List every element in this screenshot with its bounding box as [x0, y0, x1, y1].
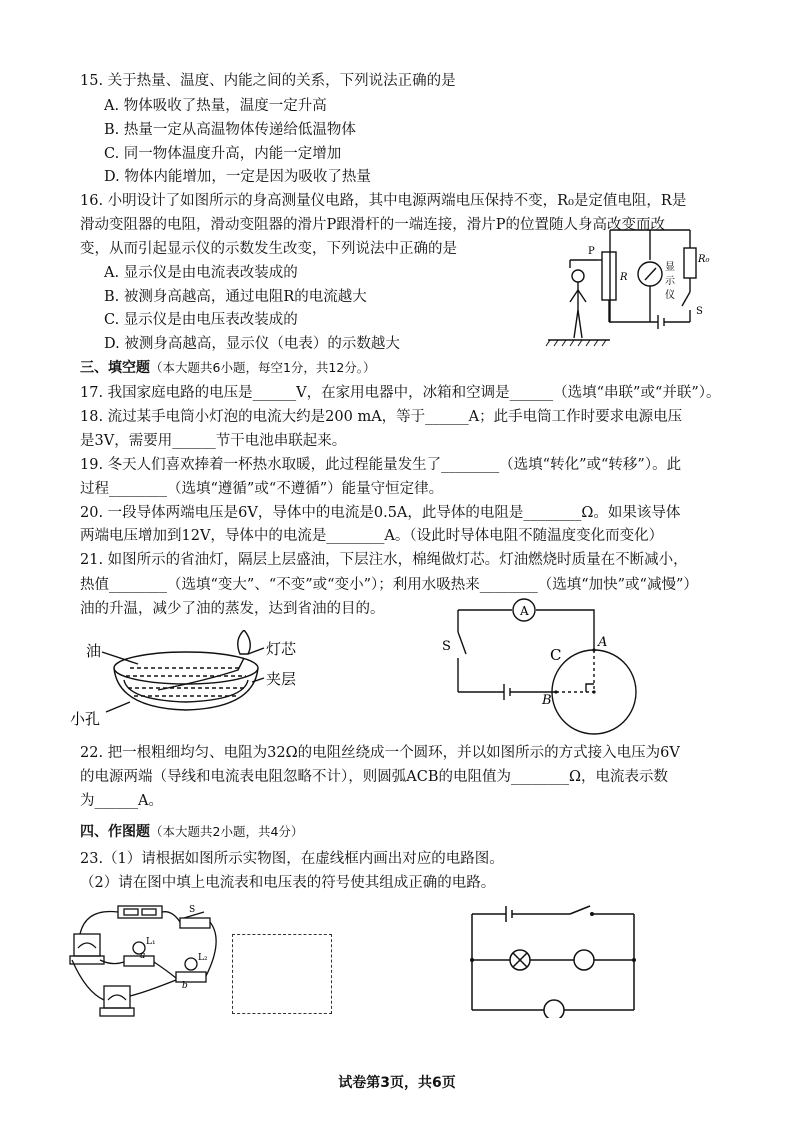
q23-line-2: （2）请在图中填上电流表和电压表的符号使其组成正确的电路。	[80, 875, 496, 891]
label-display-1: 显	[665, 262, 675, 273]
q17: 17. 我国家庭电路的电压是______V，在家用电器中，冰箱和空调是______（选填“串联”或“并联”）。	[80, 385, 721, 401]
q16-option-a: A. 显示仪是由电流表改装成的	[104, 265, 298, 281]
q22-line-1: 22. 把一根粗细均匀、电阻为32Ω的电阻丝绕成一个圆环，并以如图所示的方式接入电压为6V	[80, 745, 680, 761]
label-point-a: A	[598, 635, 608, 650]
q23-line-1: 23.（1）请根据如图所示实物图，在虚线框内画出对应的电路图。	[80, 851, 504, 867]
label-l2: L₂	[198, 953, 208, 963]
real-object-circuit-figure	[66, 900, 226, 1024]
label-point-b: B	[542, 693, 552, 708]
label-wick: 灯芯	[266, 640, 297, 658]
q16-line-1: 16. 小明设计了如图所示的身高测量仪电路，其中电源两端电压保持不变，R₀是定值电阻，R是	[80, 193, 687, 209]
q16-option-b: B. 被测身高越高，通过电阻R的电流越大	[104, 289, 367, 305]
label-r0: R₀	[698, 254, 710, 265]
q15-option-c: C. 同一物体温度升高，内能一定增加	[104, 146, 342, 162]
q22-line-2: 的电源两端（导线和电流表电阻忽略不计），则圆弧ACB的电阻值为________Ω，电流表示数	[80, 769, 668, 785]
label-b-real: b	[182, 981, 188, 991]
height-meter-circuit-figure	[540, 222, 720, 352]
section-3-heading	[80, 359, 376, 377]
label-r: R	[620, 272, 628, 283]
label-switch-s: S	[442, 639, 451, 654]
q16-line-2: 滑动变阻器的电阻，滑动变阻器的滑片P跟滑杆的一端连接，滑片P的位置随人身高改变而改	[80, 217, 666, 233]
q20-line-1: 20. 一段导体两端电压是6V，导体中的电流是0.5A，此导体的电阻是________Ω。如果该导体	[80, 505, 681, 521]
q19-line-2: 过程________（选填“遵循”或“不遵循”）能量守恒定律。	[80, 481, 444, 497]
q16-line-3: 变，从而引起显示仪的示数发生改变，下列说法中正确的是	[80, 241, 457, 257]
q18-line-1: 18. 流过某手电筒小灯泡的电流大约是200 mA，等于______A；此手电筒工作时要求电源电压	[80, 409, 683, 425]
section-4-note: （本大题共2小题，共4分）	[150, 824, 304, 839]
q15-option-a: A. 物体吸收了热量，温度一定升高	[104, 98, 327, 114]
q20-line-2: 两端电压增加到12V，导体中的电流是________A。（设此时导体电阻不随温度变化而变化）	[80, 528, 664, 544]
label-layer: 夹层	[266, 670, 297, 688]
label-hole: 小孔	[70, 710, 101, 728]
q16-option-d: D. 被测身高越高，显示仪（电表）的示数越大	[104, 336, 400, 352]
q21-line-3: 油的升温，减少了油的蒸发，达到省油的目的。	[80, 601, 385, 617]
q16-option-c: C. 显示仪是由电压表改装成的	[104, 312, 298, 328]
meter-fill-circuit-figure	[466, 898, 646, 1018]
q15-option-b: B. 热量一定从高温物体传递给低温物体	[104, 122, 356, 138]
label-s: S	[696, 306, 703, 317]
label-a-real: a	[140, 951, 146, 961]
page-footer: 试卷第3页，共6页	[338, 1075, 456, 1091]
section-3-title: 三、填空题	[80, 360, 150, 376]
q21-line-2: 热值________（选填“变大”、“不变”或“变小”）；利用水吸热来________（选填“加快”或“减慢”）	[80, 577, 698, 593]
q21-line-1: 21. 如图所示的省油灯，隔层上层盛油，下层注水，棉绳做灯芯。灯油燃烧时质量在不断减小，	[80, 552, 688, 568]
oil-lamp-figure	[68, 630, 328, 730]
label-oil: 油	[86, 642, 102, 660]
section-4-title: 四、作图题	[80, 824, 150, 840]
label-p: P	[588, 246, 595, 257]
label-l1: L₁	[146, 937, 156, 947]
q15-option-d: D. 物体内能增加，一定是因为吸收了热量	[104, 169, 371, 185]
ring-circuit-figure	[440, 596, 680, 746]
label-display-2: 示	[665, 276, 675, 287]
label-s-real: S	[189, 905, 196, 915]
q19-line-1: 19. 冬天人们喜欢捧着一杯热水取暖，此过程能量发生了________（选填“转化”或“转移”）。此	[80, 457, 682, 473]
q15-stem: 15. 关于热量、温度、内能之间的关系，下列说法正确的是	[80, 73, 456, 89]
section-4-heading	[80, 823, 303, 841]
label-display-3: 仪	[665, 290, 675, 301]
ammeter-symbol: A	[520, 604, 529, 618]
section-3-note: （本大题共6小题，每空1分，共12分。）	[150, 360, 376, 375]
answer-dashed-box[interactable]	[232, 934, 332, 1014]
label-point-c: C	[550, 646, 562, 664]
q18-line-2: 是3V，需要用______节干电池串联起来。	[80, 433, 347, 449]
q22-line-3: 为______A。	[80, 793, 163, 809]
